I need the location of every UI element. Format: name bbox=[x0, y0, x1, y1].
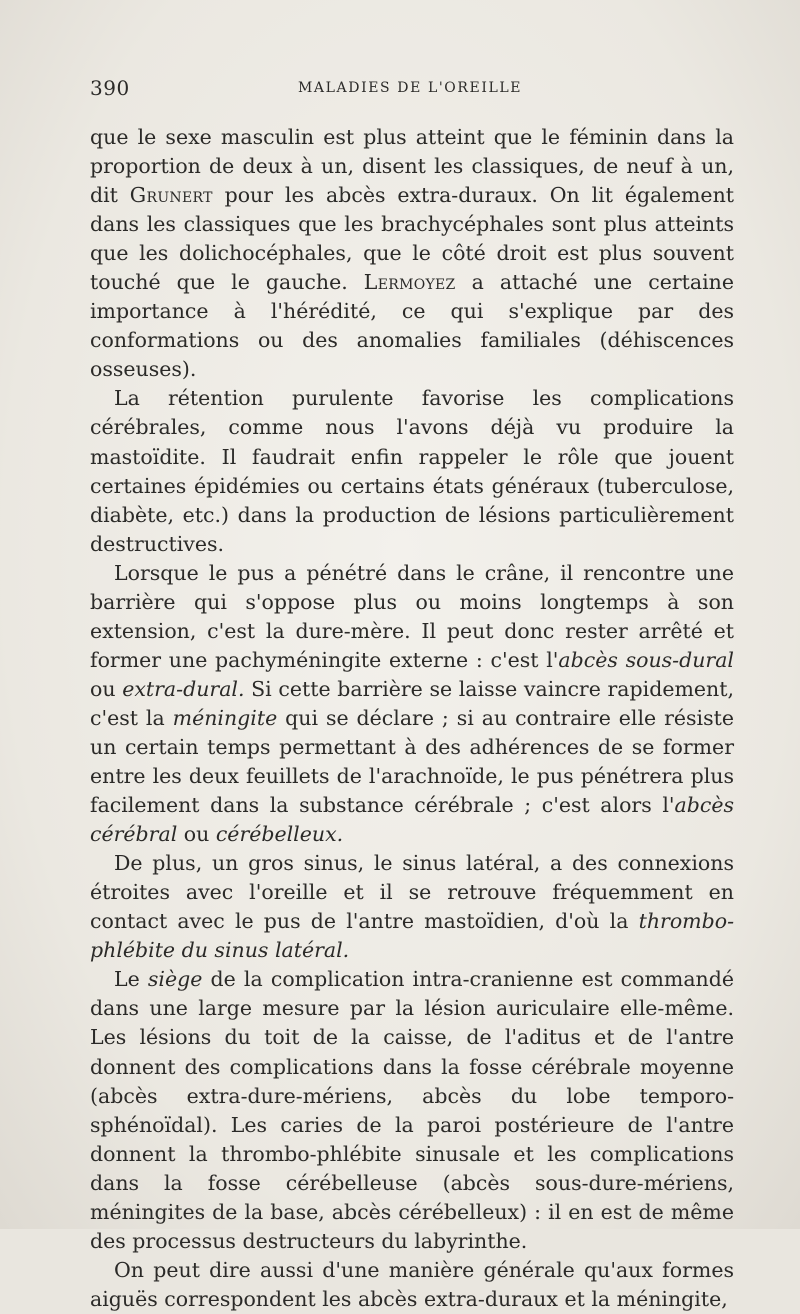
page-number: 390 bbox=[90, 76, 130, 100]
body-text bbox=[90, 123, 734, 1314]
running-title: MALADIES DE L'OREILLE bbox=[298, 80, 523, 96]
text-run: La rétention purulente favorise les complications cérébrales, comme nous l'avons déjà vu produire la mastoïdite. Il faudrait enfin rappeler le rôle que jouent certaines épidémies ou certains états généraux (tuberculose, diabète, etc.) dans la production de lésions particulièrement destructives. bbox=[90, 386, 734, 556]
text-run: Si cette barrière se laisse vaincre rapidement, c'est la bbox=[90, 676, 734, 730]
author-name: Lermoyez bbox=[363, 270, 456, 295]
author-name: Grunert bbox=[129, 183, 213, 208]
text-run: Lorsque le pus a pénétré dans le crâne, il rencontre une barrière qui s'oppose plus ou moins longtemps à son extension, c'est la dure-mère. Il peut donc rester arrêté et former une pachyméningite externe : c'est l' bbox=[90, 560, 734, 672]
text-run: qui se déclare ; si au contraire elle résiste un certain temps permettant à des adhérences de se former entre les deux feuillets de l'arachnoïde, le pus pénétrera plus facilement dans la substance cérébrale ; c'est alors l' bbox=[90, 705, 734, 818]
text-run: que le sexe masculin est plus atteint que le féminin dans la proportion de deux à un, disent les classiques, de neuf à un, dit bbox=[90, 125, 734, 208]
text-run: De plus, un gros sinus, le sinus latéral, a des connexions étroites avec l'oreille et il se retrouve fréquemment en contact avec le pus de l'antre mastoïdien, d'où la bbox=[90, 851, 734, 934]
text-run: On peut dire aussi d'une manière générale qu'aux formes aiguës correspondent les abcès extra-duraux et la méningite, bbox=[90, 1257, 734, 1311]
italic-term: siège bbox=[147, 967, 203, 992]
paragraph bbox=[90, 559, 734, 849]
paragraph bbox=[90, 123, 734, 384]
text-run: Le bbox=[114, 967, 148, 992]
paragraph bbox=[90, 965, 734, 1255]
italic-term: abcès sous-dural bbox=[558, 647, 734, 672]
paragraph bbox=[90, 384, 734, 558]
text-run: ou bbox=[177, 822, 216, 847]
page-header bbox=[90, 76, 734, 110]
italic-term: extra-dural. bbox=[122, 676, 245, 701]
paragraph bbox=[90, 1256, 734, 1314]
italic-term: méningite bbox=[172, 705, 278, 730]
text-run: ou bbox=[90, 676, 123, 701]
text-run: pour les abcès extra-duraux. On lit également dans les classiques que les brachycéphales sont plus atteints que les dolichocéphales, que le côté droit est plus souvent touché que le gauche. bbox=[90, 183, 735, 295]
text-run: a attaché une certaine importance à l'hérédité, ce qui s'explique par des conformations ou des anomalies familiales (déhiscences osseuses). bbox=[90, 270, 734, 382]
paragraph bbox=[90, 849, 734, 965]
italic-term: cérébelleux. bbox=[215, 822, 344, 847]
text-run: de la complication intra-cranienne est commandé dans une large mesure par la lésion auriculaire elle-même. Les lésions du toit de la caisse, de l'aditus et de l'antre donnent des complications dans la fosse cérébrale moyenne (abcès extra-dure-mériens, abcès du lobe temporo-sphénoïdal). Les caries de la paroi postérieure de l'antre donnent la thrombo-phlébite sinusale et les complications dans la fosse cérébelleuse (abcès sous-dure-mériens, méningites de la base, abcès cérébelleux) : il en est de même des processus destructeurs du labyrinthe. bbox=[90, 967, 734, 1253]
italic-term: thrombo-phlébite du sinus latéral. bbox=[90, 909, 734, 963]
italic-term: abcès cérébral bbox=[90, 793, 734, 847]
